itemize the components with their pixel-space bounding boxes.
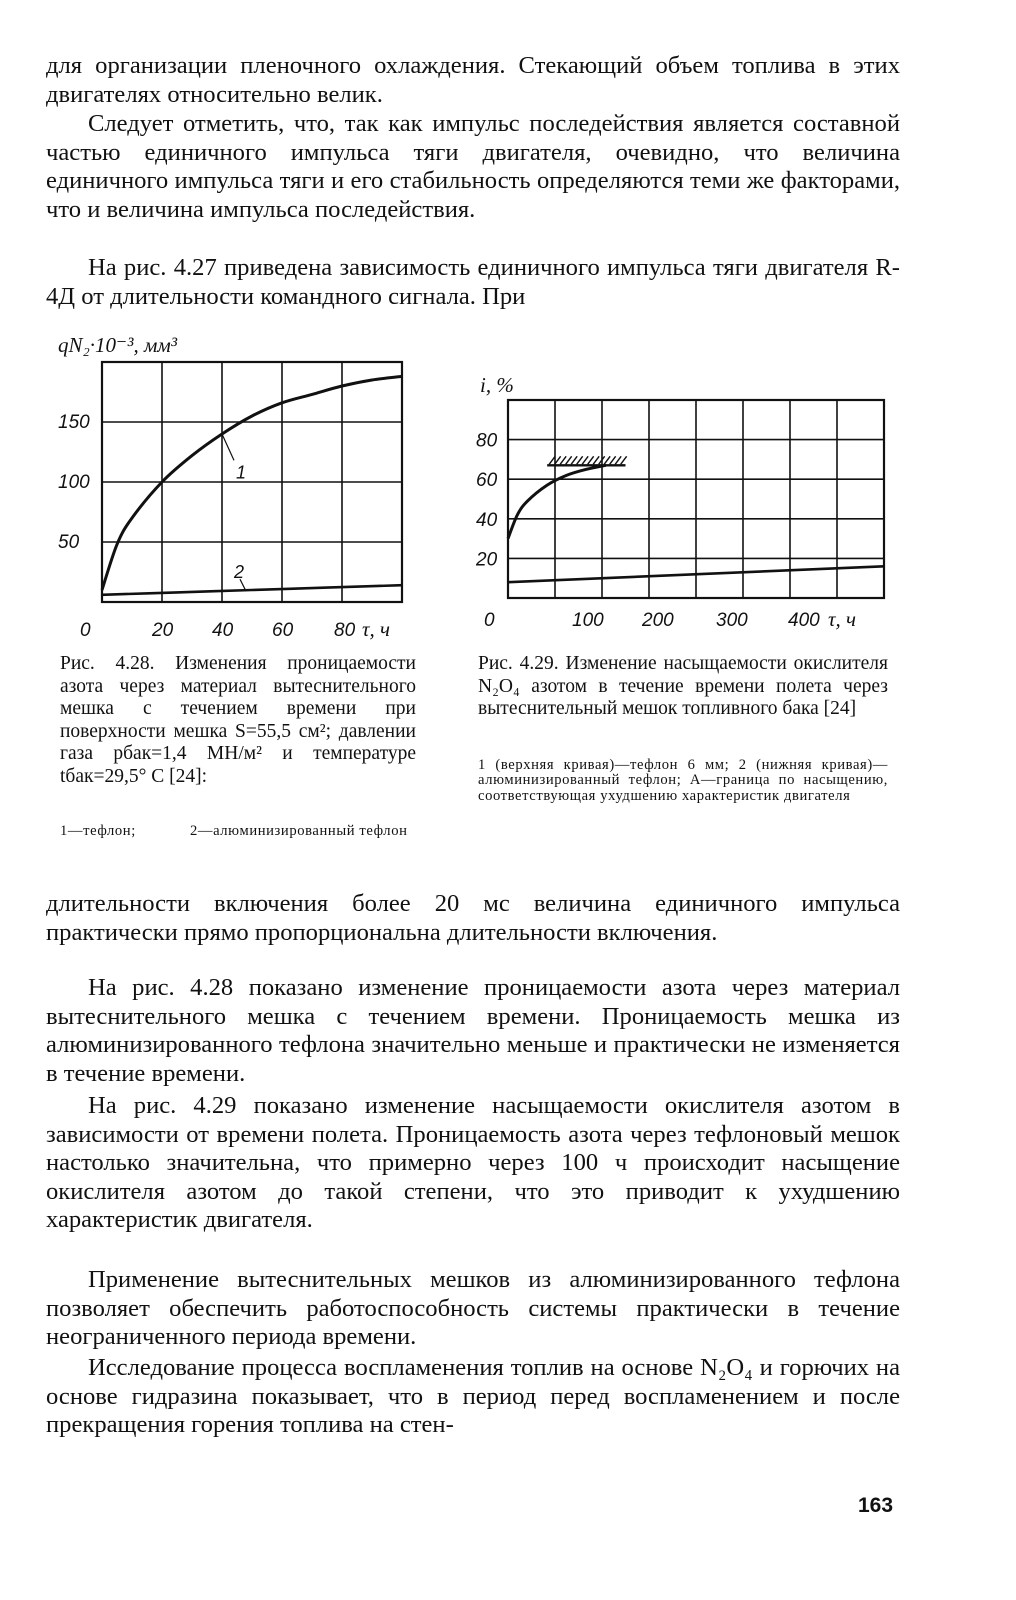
paragraph-8: Исследование процесса воспламенения топлив на основе N₂O₄ и горючих на основе гидразина показывает, что в период перед воспламенением и после прекращения горения топлива на стен- (46, 1354, 900, 1439)
x-tick-label: 20 (152, 620, 174, 641)
x-tick-label: 0 (80, 620, 91, 641)
hatch-mark (571, 456, 577, 464)
y-tick-label: 40 (476, 509, 498, 531)
x-axis-label: τ, ч (828, 607, 857, 631)
x-tick-label: 400 (788, 610, 820, 631)
curve-1-label: 1 (236, 462, 247, 483)
figure-4-28-legend-2: 2—алюминизированный тефлон (190, 823, 408, 839)
hatch-mark (604, 456, 610, 464)
x-tick-label: 200 (642, 610, 674, 631)
saturation-hatching (549, 456, 627, 464)
figure-4-28-legend-1: 1—тефлон; (60, 823, 136, 839)
hatch-mark (610, 456, 616, 464)
paragraph-4: длительности включения более 20 мс величина единичного импульса практически прямо пропорциональна длительности включения. (46, 890, 900, 946)
y-axis-label: i, % (480, 373, 514, 397)
hatch-mark (582, 456, 588, 464)
paragraph-3: На рис. 4.27 приведена зависимость единичного импульса тяги двигателя R-4Д от длительности командного сигнала. При (46, 254, 900, 310)
y-tick-label: 20 (476, 549, 498, 571)
x-tick-label: 80 (334, 620, 356, 641)
paragraph-1: для организации пленочного охлаждения. Стекающий объем топлива в этих двигателях относительно велик. (46, 52, 900, 108)
series-line-2 (102, 585, 402, 595)
hatch-mark (566, 456, 572, 464)
paragraph-7: Применение вытеснительных мешков из алюминизированного тефлона позволяет обеспечить работоспособность системы практически в течение неограниченного периода времени. (46, 1266, 900, 1351)
paragraph-5: На рис. 4.28 показано изменение проницаемости азота через материал вытеснительного мешка с течением времени. Проницаемость мешка из алюминизированного тефлона значительно меньше и практически не изменяется в течение времени. (46, 974, 900, 1087)
x-tick-label: 60 (272, 620, 294, 641)
y-tick-label: 50 (58, 532, 80, 553)
curve-2-label: 2 (234, 562, 245, 582)
hatch-mark (593, 456, 599, 464)
x-tick-label: 300 (716, 610, 748, 631)
paragraph-6: На рис. 4.29 показано изменение насыщаемости окислителя азотом в зависимости от времени полета. Проницаемость азота через тефлоновый мешок настолько значительна, что примерно через 100 ч происходит насыщение окислителя азотом до такой степени, что это приводит к ухудшению характеристик двигателя. (46, 1092, 900, 1234)
hatch-mark (615, 456, 621, 464)
hatch-mark (621, 456, 627, 464)
series-line-1 (508, 465, 606, 538)
series-line-1 (102, 376, 402, 590)
figure-4-29-caption: Рис. 4.29. Изменение насыщаемости окислителя N₂O₄ азотом в течение времени полета через вытеснительный мешок топливного бака [24] (478, 653, 888, 720)
paragraph-2: Следует отметить, что, так как импульс последействия является составной частью единичного импульса тяги двигателя, очевидно, что величина единичного импульса тяги и его стабильность определяются теми же факторами, что и величина импульса последействия. (46, 110, 900, 223)
figure-4-28-caption: Рис. 4.28. Изменения проницаемости азота через материал вытеснительного мешка с течением времени при поверхности мешка S=55,5 см²; давлении газа pбак=1,4 МН/м² и температуре tбак=29,5° С [24]: (60, 653, 416, 787)
y-tick-label: 150 (58, 412, 90, 433)
figure-4-29-legend: 1 (верхняя кривая)—тефлон 6 мм; 2 (нижняя кривая)—алюминизированный тефлон; А—граница по насыщению, соответствующая ухудшению характеристик двигателя (478, 757, 888, 804)
y-axis-label: qN₂·10⁻³, мм³ (58, 333, 178, 357)
y-tick-label: 80 (476, 430, 498, 452)
hatch-mark (560, 456, 566, 464)
y-tick-label: 100 (58, 472, 90, 493)
hatch-mark (577, 456, 583, 464)
x-tick-label: 0 (484, 610, 495, 631)
figure-4-28-chart (40, 330, 420, 646)
figure-4-29-chart (470, 374, 900, 646)
hatch-mark (588, 456, 594, 464)
x-tick-label: 40 (212, 620, 234, 641)
x-axis-label: τ, ч (362, 617, 391, 641)
page-number: 163 (858, 1494, 894, 1517)
x-tick-label: 100 (572, 610, 604, 631)
y-tick-label: 60 (476, 470, 498, 492)
curve-1-leader (222, 434, 234, 460)
